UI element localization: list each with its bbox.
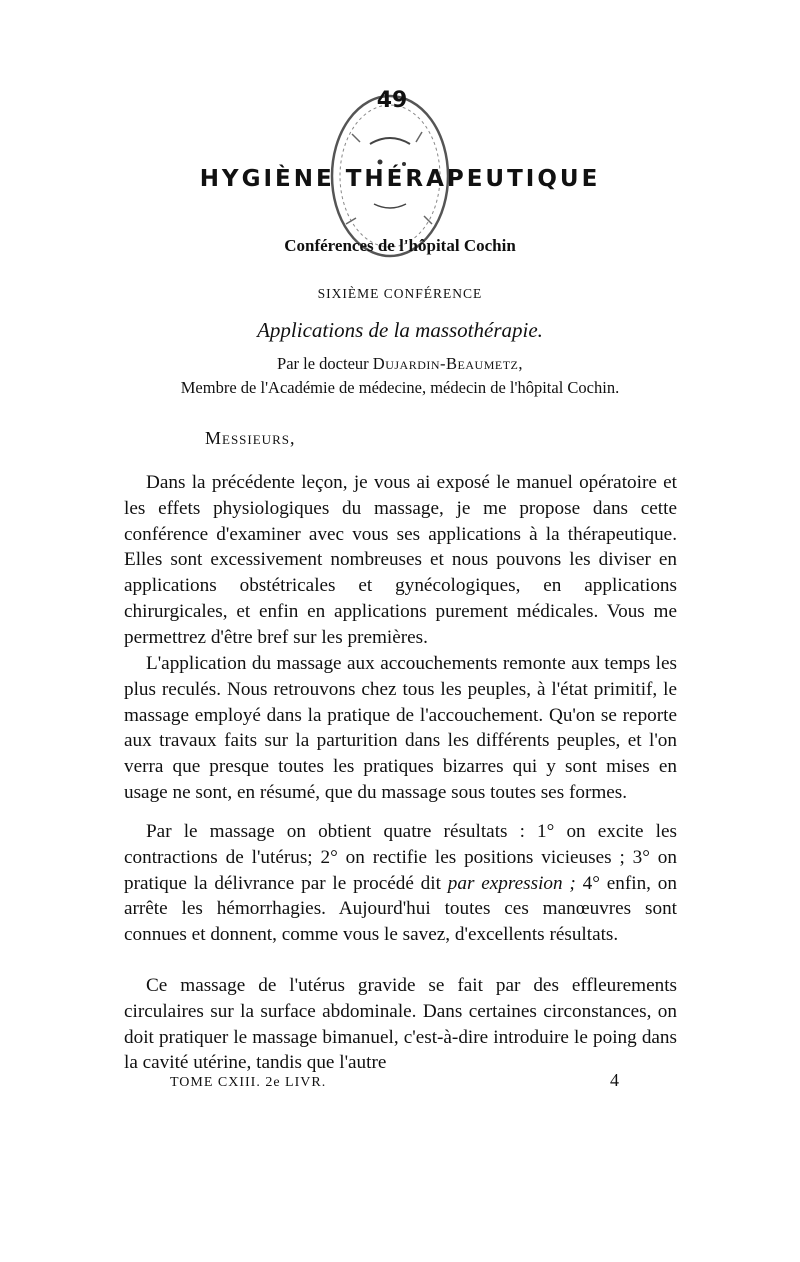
paragraph-2: L'application du massage aux accouchements remonte aux temps les plus reculés. Nous retrouvons chez tous les peuples, à l'état primitif, le massage employé dans la pratique de l'accouchement. Qu'on se reporte aux travaux faits sur la parturition dans les différents peuples, et l'on verra que presque toutes les pratiques bizarres qui y sont mises en usage ne sont, en résumé, que du massage sous toutes ses formes. bbox=[124, 653, 677, 803]
paragraph-3-text-b: 4° enfin, on arrête les hémorrhagies. Aujourd'hui toutes ces manœuvres sont connues et donnent, comme vous le savez, d'excellents résultats. bbox=[124, 872, 677, 946]
conference-number: SIXIÈME CONFÉRENCE bbox=[317, 286, 483, 301]
paragraph-3-text-a: Par le massage on obtient quatre résultats : 1° on excite les contractions de l'utérus; 2° on rectifie les positions vicieuses ; 3° on pratique la délivrance par le procédé dit bbox=[124, 821, 677, 894]
volume-footer: TOME CXIII. 2e LIVR. bbox=[170, 1075, 327, 1090]
author-name: Dujardin-Beaumetz, bbox=[372, 354, 523, 373]
conference-series: Conférences de l'hôpital Cochin bbox=[284, 236, 516, 255]
journal-title: HYGIÈNE THÉRAPEUTIQUE bbox=[199, 166, 601, 192]
article-title: Applications de la massothérapie. bbox=[257, 318, 543, 342]
stamp-number: 49 bbox=[376, 88, 408, 113]
author-affiliation: Membre de l'Académie de médecine, médecin de l'hôpital Cochin. bbox=[180, 378, 620, 397]
paragraph-3 bbox=[124, 819, 677, 948]
signature-mark: 4 bbox=[610, 1070, 619, 1090]
author-prefix: Par le docteur bbox=[277, 354, 373, 373]
paragraph-4: Ce massage de l'utérus gravide se fait par des effleurements circulaires sur la surface abdominale. Dans certaines circonstances, on doit pratiquer le massage bimanuel, c'est-à-dire introduire le poing dans la cavité utérine, tandis que l'autre bbox=[124, 975, 677, 1074]
author-line bbox=[0, 354, 800, 374]
salutation: Messieurs, bbox=[205, 428, 296, 448]
paragraph-3-emphasis: par expression ; bbox=[447, 872, 576, 894]
paragraph-1: Dans la précédente leçon, je vous ai exposé le manuel opératoire et les effets physiologiques du massage, je me propose dans cette conférence d'examiner avec vous ses applications à la thérapeutique. Elles sont excessivement nombreuses et nous pouvons les diviser en applications obstétricales et gynécologiques, en applications chirurgicales, et enfin en applications purement médicales. Vous me permettrez d'être bref sur les premières. bbox=[124, 472, 677, 648]
